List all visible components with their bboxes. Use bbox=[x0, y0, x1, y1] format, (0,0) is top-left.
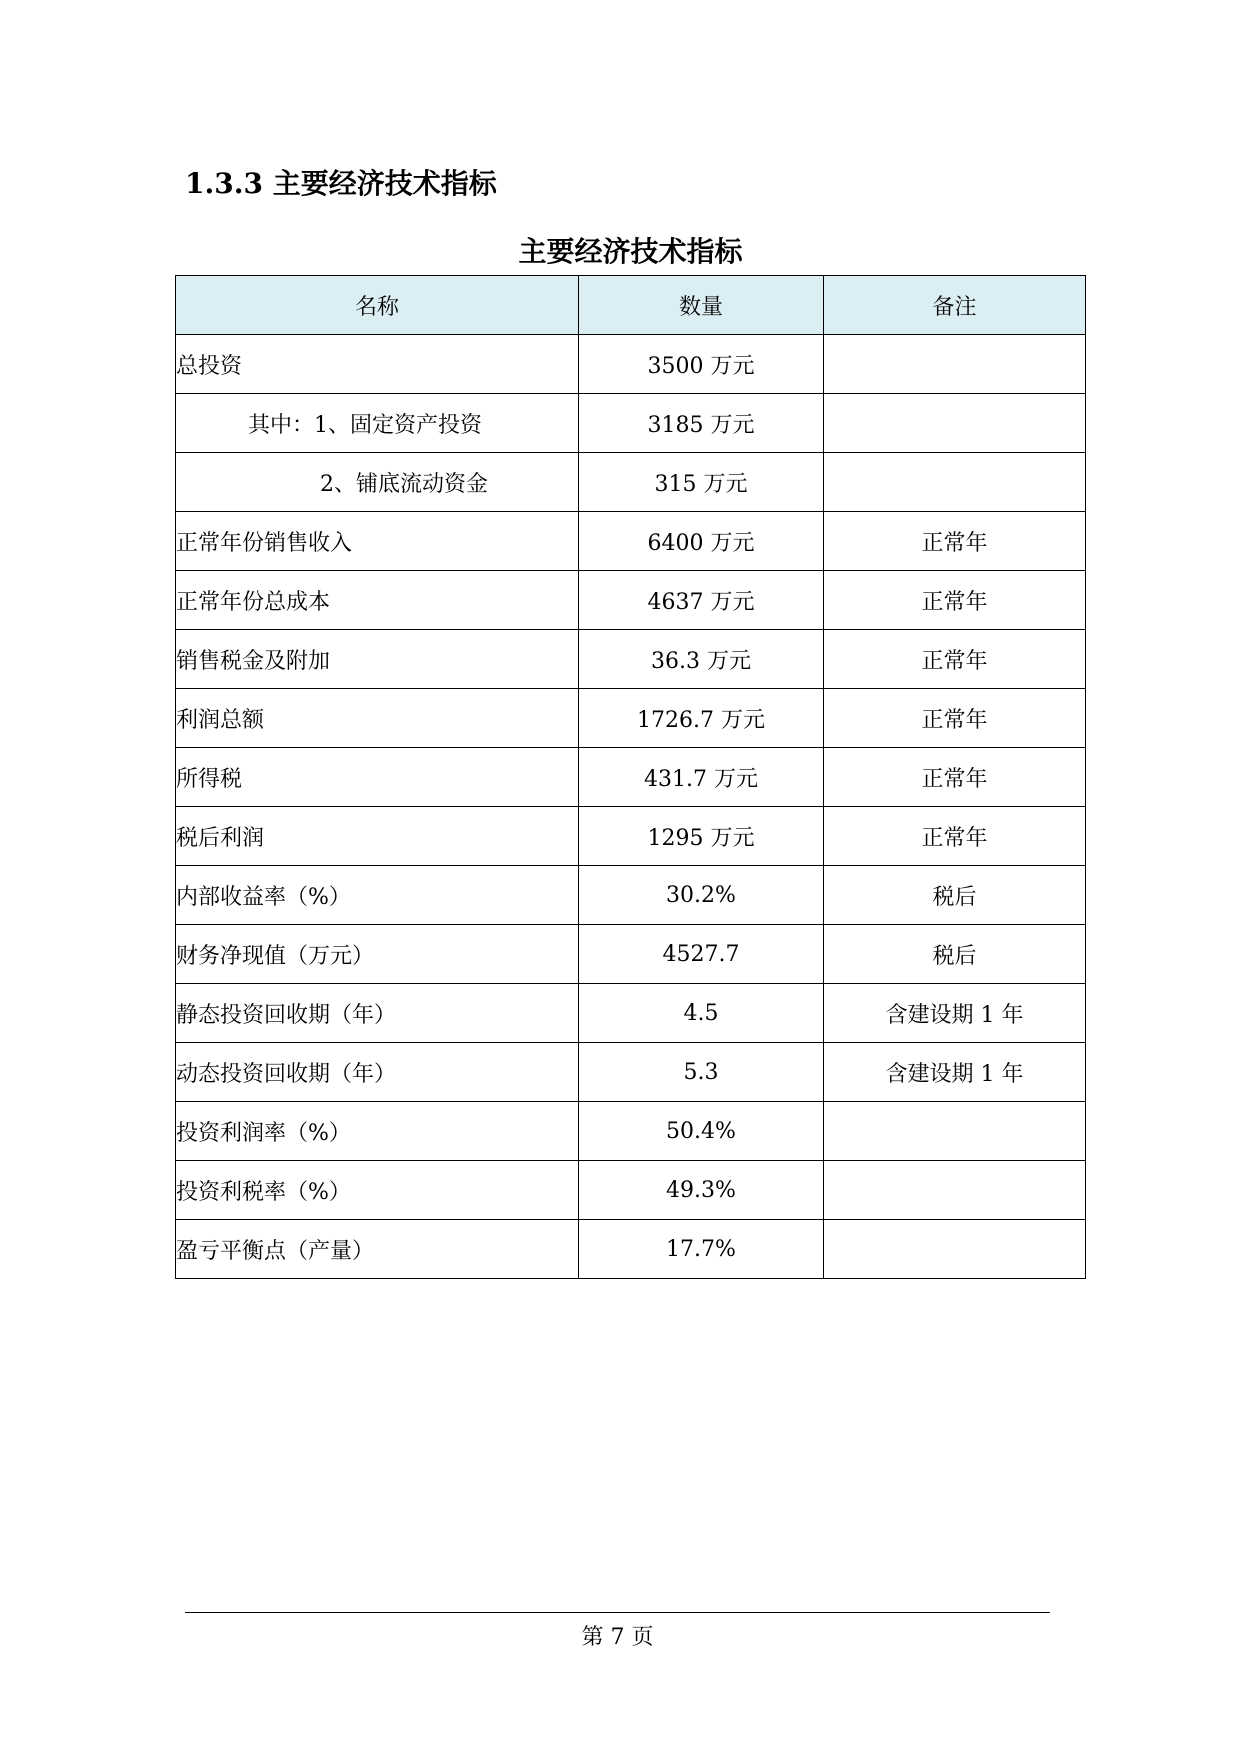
row-quantity: 4.5 bbox=[579, 984, 824, 1043]
row-name: 总投资 bbox=[176, 335, 579, 394]
row-name: 利润总额 bbox=[176, 689, 579, 748]
page-number: 第 7 页 bbox=[581, 1625, 654, 1650]
row-quantity: 3500 万元 bbox=[579, 335, 824, 394]
row-name: 投资利润率（%） bbox=[176, 1102, 579, 1161]
table-row bbox=[176, 925, 1086, 984]
row-quantity: 17.7% bbox=[579, 1220, 824, 1279]
row-quantity: 1295 万元 bbox=[579, 807, 824, 866]
row-quantity: 49.3% bbox=[579, 1161, 824, 1220]
table-row bbox=[176, 1220, 1086, 1279]
table-row bbox=[176, 807, 1086, 866]
row-name: 2、铺底流动资金 bbox=[176, 453, 579, 512]
footer-divider bbox=[185, 1612, 1050, 1613]
row-name: 内部收益率（%） bbox=[176, 866, 579, 925]
row-note: 含建设期 1 年 bbox=[824, 984, 1086, 1043]
header-name: 名称 bbox=[176, 276, 579, 335]
row-note bbox=[824, 1161, 1086, 1220]
indicators-table bbox=[175, 275, 1086, 1279]
row-name: 投资利税率（%） bbox=[176, 1161, 579, 1220]
row-name: 盈亏平衡点（产量） bbox=[176, 1220, 579, 1279]
table-row bbox=[176, 689, 1086, 748]
table-row bbox=[176, 984, 1086, 1043]
row-note: 正常年 bbox=[824, 807, 1086, 866]
table-row bbox=[176, 1102, 1086, 1161]
row-quantity: 1726.7 万元 bbox=[579, 689, 824, 748]
table-row bbox=[176, 453, 1086, 512]
table-row bbox=[176, 512, 1086, 571]
row-quantity: 6400 万元 bbox=[579, 512, 824, 571]
row-name: 静态投资回收期（年） bbox=[176, 984, 579, 1043]
row-note: 正常年 bbox=[824, 512, 1086, 571]
row-quantity: 5.3 bbox=[579, 1043, 824, 1102]
row-name: 税后利润 bbox=[176, 807, 579, 866]
row-quantity: 36.3 万元 bbox=[579, 630, 824, 689]
row-quantity: 315 万元 bbox=[579, 453, 824, 512]
row-quantity: 431.7 万元 bbox=[579, 748, 824, 807]
row-note: 正常年 bbox=[824, 748, 1086, 807]
table-row bbox=[176, 571, 1086, 630]
row-name: 动态投资回收期（年） bbox=[176, 1043, 579, 1102]
table-row bbox=[176, 866, 1086, 925]
row-note bbox=[824, 335, 1086, 394]
table-row bbox=[176, 1161, 1086, 1220]
table-row bbox=[176, 394, 1086, 453]
header-note: 备注 bbox=[824, 276, 1086, 335]
table-row bbox=[176, 748, 1086, 807]
row-name: 正常年份销售收入 bbox=[176, 512, 579, 571]
table-row bbox=[176, 630, 1086, 689]
row-note bbox=[824, 453, 1086, 512]
table-row bbox=[176, 1043, 1086, 1102]
row-quantity: 3185 万元 bbox=[579, 394, 824, 453]
row-name: 其中：1、固定资产投资 bbox=[176, 394, 579, 453]
row-quantity: 50.4% bbox=[579, 1102, 824, 1161]
row-note: 含建设期 1 年 bbox=[824, 1043, 1086, 1102]
row-quantity: 4527.7 bbox=[579, 925, 824, 984]
row-name: 正常年份总成本 bbox=[176, 571, 579, 630]
row-note: 正常年 bbox=[824, 630, 1086, 689]
row-note: 税后 bbox=[824, 925, 1086, 984]
row-name: 所得税 bbox=[176, 748, 579, 807]
header-quantity: 数量 bbox=[579, 276, 824, 335]
table-caption: 主要经济技术指标 bbox=[518, 235, 743, 268]
row-note: 正常年 bbox=[824, 689, 1086, 748]
table-header-row bbox=[176, 276, 1086, 335]
row-note bbox=[824, 1102, 1086, 1161]
row-quantity: 30.2% bbox=[579, 866, 824, 925]
row-name: 销售税金及附加 bbox=[176, 630, 579, 689]
table-row bbox=[176, 335, 1086, 394]
row-note: 税后 bbox=[824, 866, 1086, 925]
row-name: 财务净现值（万元） bbox=[176, 925, 579, 984]
row-note bbox=[824, 394, 1086, 453]
row-quantity: 4637 万元 bbox=[579, 571, 824, 630]
row-note: 正常年 bbox=[824, 571, 1086, 630]
row-note bbox=[824, 1220, 1086, 1279]
section-heading: 1.3.3 主要经济技术指标 bbox=[185, 167, 497, 200]
